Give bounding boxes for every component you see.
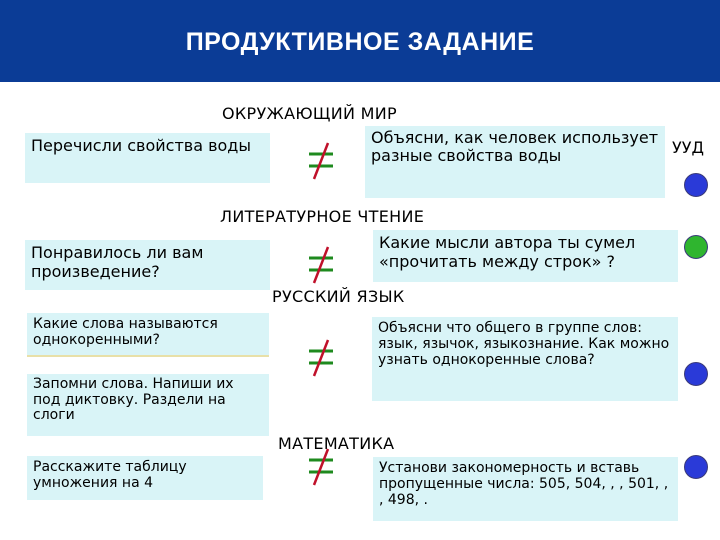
not-equal-icon bbox=[306, 244, 336, 286]
task-russian-left-1: Какие слова называются однокоренными? bbox=[27, 313, 269, 355]
uud-dot-blue bbox=[684, 455, 708, 479]
title-banner bbox=[0, 0, 720, 82]
section-world: ОКРУЖАЮЩИЙ МИР bbox=[222, 104, 397, 123]
section-russian: РУССКИЙ ЯЗЫК bbox=[272, 287, 405, 306]
uud-dot-blue bbox=[684, 362, 708, 386]
not-equal-icon bbox=[306, 337, 336, 379]
task-math-right: Установи закономерность и вставь пропущенные числа: 505, 504, , , 501, , , 498, . bbox=[373, 457, 678, 521]
task-reading-left: Понравилось ли вам произведение? bbox=[25, 240, 270, 290]
task-math-left: Расскажите таблицу умножения на 4 bbox=[27, 456, 263, 500]
uud-label: УУД bbox=[672, 138, 704, 157]
task-reading-right: Какие мысли автора ты сумел «прочитать между строк» ? bbox=[373, 230, 678, 282]
page-title: ПРОДУКТИВНОЕ ЗАДАНИЕ bbox=[185, 28, 535, 56]
uud-dot-blue bbox=[684, 173, 708, 197]
section-reading: ЛИТЕРАТУРНОЕ ЧТЕНИЕ bbox=[220, 207, 425, 226]
not-equal-icon bbox=[306, 446, 336, 488]
task-world-left: Перечисли свойства воды bbox=[25, 133, 270, 183]
section-math: МАТЕМАТИКА bbox=[278, 434, 395, 453]
task-world-right: Объясни, как человек использует разные свойства воды bbox=[365, 126, 665, 198]
uud-dot-green bbox=[684, 235, 708, 259]
task-russian-left-2: Запомни слова. Напиши их под диктовку. Раздели на слоги bbox=[27, 374, 269, 436]
not-equal-icon bbox=[306, 140, 336, 182]
task-russian-right: Объясни что общего в группе слов: язык, язычок, языкознание. Как можно узнать однокоренные слова? bbox=[372, 317, 678, 401]
